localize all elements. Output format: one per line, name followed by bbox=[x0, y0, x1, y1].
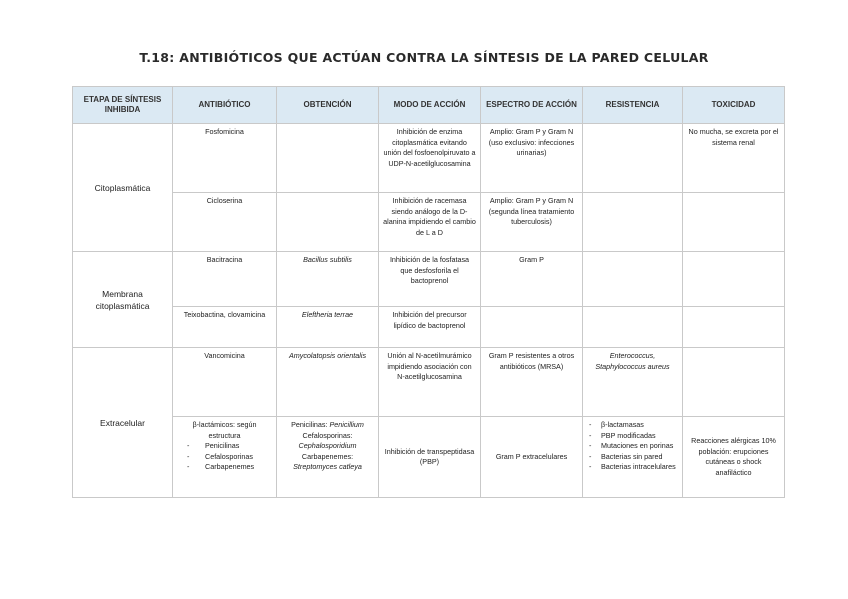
list-item: - Cefalosporinas bbox=[183, 452, 272, 463]
cell-resistencia bbox=[583, 124, 683, 193]
betalactam-list bbox=[177, 441, 272, 473]
cell-obtencion: Bacillus subtilis bbox=[277, 252, 379, 307]
cell-obtencion bbox=[277, 417, 379, 498]
cell-toxicidad: No mucha, se excreta por el sistema renal bbox=[683, 124, 785, 193]
stage-extracelular: Extracelular bbox=[73, 348, 173, 498]
obtencion-source: Cephalosporidium bbox=[298, 441, 357, 450]
obtencion-line bbox=[281, 420, 374, 431]
table-row bbox=[73, 307, 785, 348]
cell-toxicidad bbox=[683, 193, 785, 252]
resistencia-list bbox=[587, 420, 678, 473]
obtencion-source: Streptomyces catleya bbox=[293, 462, 362, 471]
header-etapa: ETAPA DE SÍNTESIS INHIBIDA bbox=[73, 87, 173, 124]
cell-toxicidad bbox=[683, 348, 785, 417]
obtencion-line bbox=[281, 452, 374, 473]
list-item: - Penicilinas bbox=[183, 441, 272, 452]
cell-modo: Inhibición del precursor lipídico de bactoprenol bbox=[379, 307, 481, 348]
table-row bbox=[73, 417, 785, 498]
cell-modo: Inhibición de transpeptidasa (PBP) bbox=[379, 417, 481, 498]
betalactam-heading: β-lactámicos: según estructura bbox=[192, 420, 257, 440]
header-resistencia: RESISTENCIA bbox=[583, 87, 683, 124]
table-row bbox=[73, 193, 785, 252]
cell-obtencion bbox=[277, 124, 379, 193]
cell-toxicidad bbox=[683, 252, 785, 307]
cell-toxicidad: Reacciones alérgicas 10% población: erupciones cutáneas o shock anafiláctico bbox=[683, 417, 785, 498]
cell-espectro: Gram P resistentes a otros antibióticos (MRSA) bbox=[481, 348, 583, 417]
header-espectro: ESPECTRO DE ACCIÓN bbox=[481, 87, 583, 124]
cell-obtencion: Eleftheria terrae bbox=[277, 307, 379, 348]
antibiotics-table bbox=[72, 86, 785, 498]
cell-obtencion bbox=[277, 193, 379, 252]
obtencion-label: Penicilinas: bbox=[291, 420, 328, 429]
cell-espectro bbox=[481, 307, 583, 348]
cell-resistencia bbox=[583, 252, 683, 307]
cell-antibiotico: Fosfomicina bbox=[173, 124, 277, 193]
obtencion-source: Penicillium bbox=[329, 420, 364, 429]
list-item: - Carbapenemes bbox=[183, 462, 272, 473]
obtencion-label: Carbapenemes: bbox=[301, 451, 354, 461]
obtencion-label: Cefalosporinas: bbox=[302, 430, 353, 440]
cell-modo: Unión al N-acetilmurámico impidiendo asociación con N-acetilglucosamina bbox=[379, 348, 481, 417]
obtencion-line bbox=[281, 431, 374, 452]
cell-modo: Inhibición de la fosfatasa que desfosforila el bactoprenol bbox=[379, 252, 481, 307]
cell-antibiotico: Cicloserina bbox=[173, 193, 277, 252]
cell-antibiotico: Teixobactina, clovamicina bbox=[173, 307, 277, 348]
header-obtencion: OBTENCIÓN bbox=[277, 87, 379, 124]
cell-obtencion: Amycolatopsis orientalis bbox=[277, 348, 379, 417]
cell-espectro: Amplio: Gram P y Gram N (segunda línea tratamiento tuberculosis) bbox=[481, 193, 583, 252]
cell-antibiotico bbox=[173, 417, 277, 498]
list-item: - Bacterias intracelulares bbox=[587, 462, 678, 473]
header-toxicidad: TOXICIDAD bbox=[683, 87, 785, 124]
cell-modo: Inhibición de racemasa siendo análogo de la D-alanina impidiendo el cambio de L a D bbox=[379, 193, 481, 252]
cell-resistencia bbox=[583, 193, 683, 252]
table-row bbox=[73, 252, 785, 307]
cell-resistencia bbox=[583, 307, 683, 348]
list-item: - Bacterias sin pared bbox=[587, 452, 678, 463]
header-modo: MODO DE ACCIÓN bbox=[379, 87, 481, 124]
page-title: T.18: ANTIBIÓTICOS QUE ACTÚAN CONTRA LA SÍNTESIS DE LA PARED CELULAR bbox=[139, 50, 709, 65]
cell-resistencia bbox=[583, 417, 683, 498]
header-antibiotico: ANTIBIÓTICO bbox=[173, 87, 277, 124]
cell-espectro: Amplio: Gram P y Gram N (uso exclusivo: infecciones urinarias) bbox=[481, 124, 583, 193]
list-item: - PBP modificadas bbox=[587, 431, 678, 442]
cell-espectro: Gram P extracelulares bbox=[481, 417, 583, 498]
cell-antibiotico: Bacitracina bbox=[173, 252, 277, 307]
table-header-row bbox=[73, 87, 785, 124]
cell-toxicidad bbox=[683, 307, 785, 348]
list-item: - Mutaciones en porinas bbox=[587, 441, 678, 452]
table-row bbox=[73, 348, 785, 417]
list-item: - β-lactamasas bbox=[587, 420, 678, 431]
stage-membrana: Membrana citoplasmática bbox=[73, 252, 173, 348]
cell-espectro: Gram P bbox=[481, 252, 583, 307]
cell-modo: Inhibición de enzima citoplasmática evitando unión del fosfoenolpiruvato a UDP-N-acetilglucosamina bbox=[379, 124, 481, 193]
stage-citoplasmatica: Citoplasmática bbox=[73, 124, 173, 252]
cell-antibiotico: Vancomicina bbox=[173, 348, 277, 417]
table-row bbox=[73, 124, 785, 193]
cell-resistencia: Enterococcus, Staphylococcus aureus bbox=[583, 348, 683, 417]
